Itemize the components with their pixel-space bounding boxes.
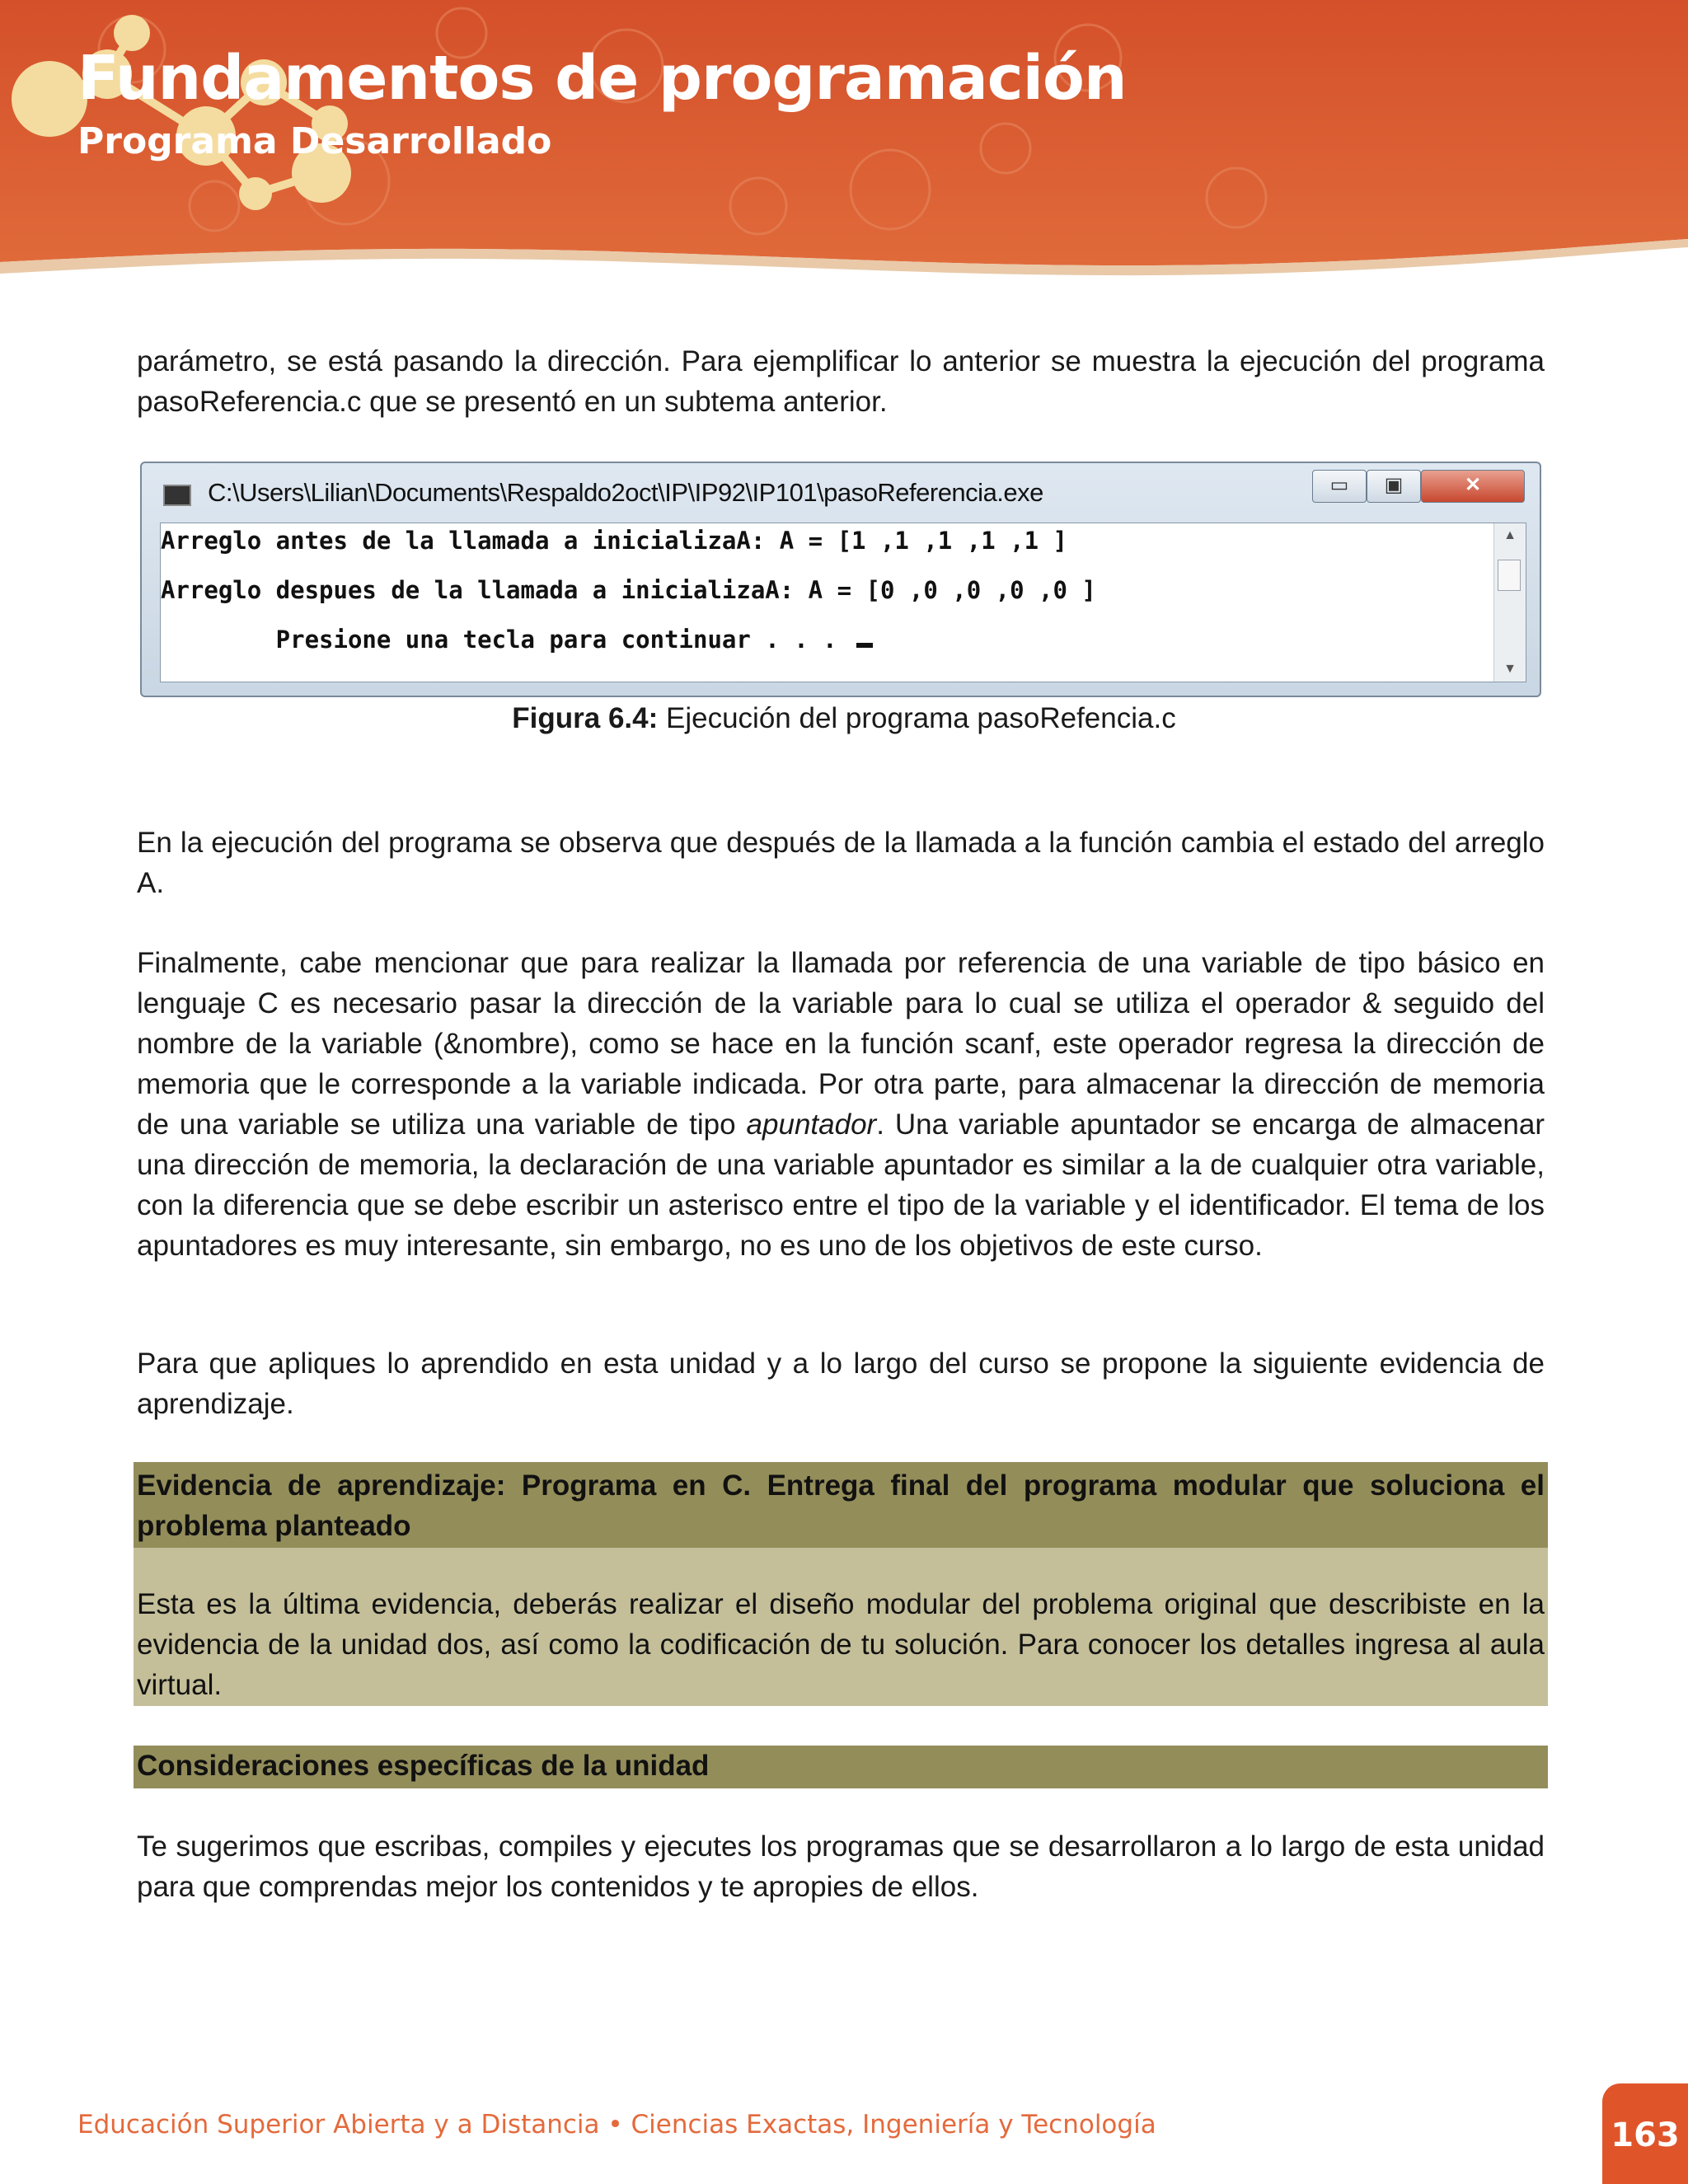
document-subtitle: Programa Desarrollado [77,120,552,162]
header-banner [0,0,1688,297]
console-title: C:\Users\Lilian\Documents\Respaldo2oct\IP\IP92\IP101\pasoReferencia.exe [208,478,1043,507]
console-app-icon [163,485,191,506]
considerations-heading: Consideraciones específicas de la unidad [134,1746,1548,1788]
console-scrollbar[interactable] [1493,523,1526,682]
paragraph-evidence-intro: Para que apliques lo aprendido en esta unidad y a lo largo del curso se propone la siguiente evidencia de aprendizaje. [137,1347,1545,1420]
scroll-up-arrow-icon[interactable]: ▲ [1503,528,1517,542]
paragraph-pointers-italic: apuntador [746,1108,877,1141]
document-title: Fundamentos de programación [77,43,1127,114]
page-number: 163 [1611,2116,1680,2154]
paragraph-pointers-part2: . Una variable apuntador se encarga de almacenar una dirección de memoria, la declaración de una variable apuntador es similar a la de cualquier otra variable, con la diferencia que se debe escribir un asterisco entre el tipo de la variable y el identificador. El tema de los apuntadores es muy interesante, sin embargo, no es uno de los objetivos de este curso. [137,1108,1545,1262]
console-line [161,626,873,654]
console-window [140,462,1541,697]
console-output [160,523,1526,682]
paragraph-pointers [137,943,1545,1266]
paragraph-execution: En la ejecución del programa se observa que después de la llamada a la función cambia el estado del arreglo A. [137,827,1545,899]
figure-caption-label: Figura 6.4: [512,702,659,734]
molecule-icon [0,0,419,231]
evidence-body: Esta es la última evidencia, deberás realizar el diseño modular del problema original que describiste en la evidencia de la unidad dos, así como la codificación de tu solución. Para conocer los detalles ingresa al aula virtual. [134,1548,1548,1706]
paragraph-suggestion: Te sugerimos que escribas, compiles y ejecutes los programas que se desarrollaron a lo largo de esta unidad para que comprendas mejor los contenidos y te apropies de ellos. [137,1830,1545,1903]
paragraph-pointers-part1: Finalmente, cabe mencionar que para realizar la llamada por referencia de una variable de tipo básico en lenguaje C es necesario pasar la dirección de la variable para lo cual se utiliza el operador & seguido del nombre de la variable (&nombre), como se hace en la función scanf, este operador regresa la dirección de memoria que le corresponde a la variable indicada. Por otra parte, para almacenar la dirección de memoria de una variable se utiliza una variable de tipo [137,947,1545,1141]
close-button[interactable]: ✕ [1421,470,1525,503]
scroll-down-arrow-icon[interactable]: ▼ [1503,662,1517,676]
console-titlebar[interactable] [142,463,1540,518]
evidence-heading: Evidencia de aprendizaje: Programa en C. Entrega final del programa modular que soluciona el problema planteado [134,1462,1548,1548]
page-number-tab [1602,2083,1688,2184]
scroll-thumb[interactable] [1498,560,1521,591]
maximize-button[interactable]: ▣ [1367,470,1421,503]
console-prompt-text: Presione una tecla para continuar . . . [161,626,852,654]
console-line: Arreglo antes de la llamada a inicializaA: A = [1 ,1 ,1 ,1 ,1 ] [161,527,1067,555]
console-line: Arreglo despues de la llamada a inicializaA: A = [0 ,0 ,0 ,0 ,0 ] [161,576,1096,604]
figure-caption-text: Ejecución del programa pasoRefencia.c [658,702,1176,734]
figure-caption [0,702,1688,735]
console-cursor [856,643,873,648]
minimize-button[interactable]: ▭ [1312,470,1367,503]
footer-institution: Educación Superior Abierta y a Distancia • Ciencias Exactas, Ingeniería y Tecnología [77,2110,1156,2139]
intro-paragraph: parámetro, se está pasando la dirección. Para ejemplificar lo anterior se muestra la ejecución del programa pasoReferencia.c que se presentó en un subtema anterior. [137,345,1545,418]
